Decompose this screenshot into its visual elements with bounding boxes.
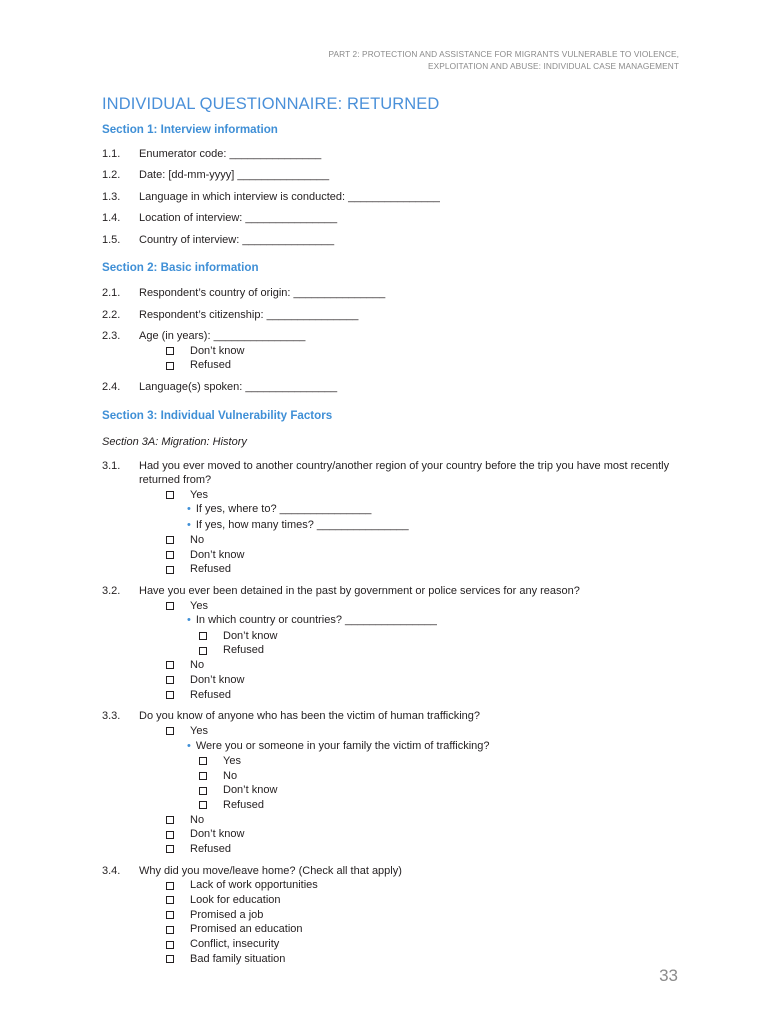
question-number: 3.4. [102, 864, 121, 877]
section-3-title: Section 3: Individual Vulnerability Factors [102, 408, 333, 422]
running-header-line-1: PART 2: PROTECTION AND ASSISTANCE FOR MIGRANTS VULNERABLE TO VIOLENCE, [328, 49, 679, 59]
option-label: Yes [190, 488, 208, 501]
question-number: 3.3. [102, 710, 121, 723]
follow-up-text: If yes, how many times? _______________ [195, 518, 409, 531]
option-label: Refused [190, 359, 231, 372]
page-title: INDIVIDUAL QUESTIONNAIRE: RETURNED [102, 95, 440, 113]
sub-option-dont-know[interactable] [102, 629, 692, 644]
question-2-4 [102, 380, 692, 395]
question-text[interactable]: Enumerator code: _______________ [139, 148, 322, 160]
option-look-for-education[interactable] [102, 893, 692, 908]
option-refused[interactable] [102, 842, 692, 857]
option-bad-family-situation[interactable] [102, 952, 692, 967]
question-1-2 [102, 168, 692, 183]
option-yes[interactable] [102, 724, 692, 739]
option-label: No [223, 769, 238, 782]
option-label: Promised an education [190, 923, 303, 936]
question-2-1 [102, 286, 692, 301]
question-text[interactable]: Country of interview: _______________ [139, 233, 335, 246]
bullet-icon: • [187, 739, 191, 752]
option-label: Lack of work opportunities [190, 879, 318, 892]
option-promised-job[interactable] [102, 908, 692, 923]
checkbox[interactable] [166, 551, 174, 559]
checkbox[interactable] [166, 896, 174, 904]
option-dont-know[interactable] [102, 548, 692, 563]
checkbox[interactable] [199, 801, 207, 809]
checkbox[interactable] [166, 727, 174, 735]
checkbox[interactable] [166, 941, 174, 949]
option-no[interactable] [102, 813, 692, 828]
option-lack-of-work[interactable] [102, 878, 692, 893]
question-1-1 [102, 147, 692, 162]
option-dont-know[interactable] [102, 673, 692, 688]
option-label: Look for education [190, 894, 281, 907]
sub-option-no[interactable] [102, 769, 692, 784]
question-3-1 [102, 459, 692, 488]
question-number: 1.1. [102, 148, 121, 160]
checkbox[interactable] [199, 772, 207, 780]
question-number: 2.2. [102, 308, 121, 321]
question-text[interactable]: Language in which interview is conducted: _______________ [139, 190, 440, 203]
follow-up-text: In which country or countries? _______________ [195, 614, 437, 627]
running-header [259, 48, 679, 72]
option-label: Yes [190, 724, 208, 737]
section-3a-title: Section 3A: Migration: History [102, 435, 247, 448]
question-text[interactable]: Respondent’s citizenship: _______________ [139, 308, 359, 321]
option-dont-know[interactable] [102, 344, 692, 359]
option-dont-know[interactable] [102, 827, 692, 842]
question-text[interactable]: Language(s) spoken: _______________ [139, 380, 338, 393]
question-text: Why did you move/leave home? (Check all that apply) [139, 864, 402, 877]
checkbox[interactable] [166, 882, 174, 890]
option-label: Don’t know [190, 673, 245, 686]
question-number: 3.1. [102, 459, 121, 472]
option-yes[interactable] [102, 599, 692, 614]
option-label: Refused [223, 798, 264, 811]
checkbox[interactable] [166, 691, 174, 699]
checkbox[interactable] [166, 676, 174, 684]
sub-option-refused[interactable] [102, 798, 692, 813]
section-2-title: Section 2: Basic information [102, 261, 259, 275]
question-number: 1.3. [102, 190, 121, 203]
checkbox[interactable] [166, 491, 174, 499]
option-label: Refused [223, 644, 264, 657]
checkbox[interactable] [166, 362, 174, 370]
checkbox[interactable] [166, 536, 174, 544]
question-text: Had you ever moved to another country/another region of your country before the trip you have most recently returned from? [139, 459, 670, 487]
question-number: 3.2. [102, 585, 121, 598]
question-3-2 [102, 584, 692, 599]
follow-up-victim [102, 739, 692, 754]
question-text[interactable]: Location of interview: _______________ [139, 212, 338, 225]
sub-option-dont-know[interactable] [102, 783, 692, 798]
option-label: Refused [190, 688, 231, 701]
option-label: Don’t know [223, 629, 278, 642]
sub-option-yes[interactable] [102, 754, 692, 769]
checkbox[interactable] [166, 831, 174, 839]
option-label: No [190, 813, 205, 826]
question-2-3 [102, 329, 692, 344]
checkbox[interactable] [166, 661, 174, 669]
option-label: Promised a job [190, 908, 264, 921]
follow-up-text: If yes, where to? _______________ [195, 503, 372, 516]
option-no[interactable] [102, 533, 692, 548]
option-promised-education[interactable] [102, 922, 692, 937]
question-number: 1.4. [102, 212, 121, 225]
question-1-3 [102, 190, 692, 205]
checkbox[interactable] [166, 955, 174, 963]
option-label: Refused [190, 843, 231, 856]
checkbox[interactable] [166, 347, 174, 355]
running-header-line-2: EXPLOITATION AND ABUSE: INDIVIDUAL CASE MANAGEMENT [427, 61, 679, 71]
checkbox[interactable] [199, 757, 207, 765]
question-number: 2.3. [102, 329, 121, 342]
question-text: Have you ever been detained in the past by government or police services for any reason? [139, 585, 580, 598]
option-yes[interactable] [102, 488, 692, 503]
follow-up-where[interactable] [102, 502, 692, 517]
option-conflict-insecurity[interactable] [102, 937, 692, 952]
section-1-title: Section 1: Interview information [102, 123, 278, 136]
checkbox[interactable] [199, 632, 207, 640]
option-label: No [190, 534, 205, 547]
question-3-3 [102, 709, 692, 724]
option-refused[interactable] [102, 358, 692, 373]
option-label: Yes [223, 754, 241, 767]
question-number: 1.5. [102, 233, 121, 246]
option-label: No [190, 659, 205, 672]
question-1-5 [102, 233, 692, 248]
checkbox[interactable] [166, 602, 174, 610]
bullet-icon: • [187, 614, 191, 627]
question-text: Do you know of anyone who has been the victim of human trafficking? [139, 710, 480, 723]
question-number: 1.2. [102, 169, 121, 182]
question-number: 2.4. [102, 380, 121, 393]
checkbox[interactable] [166, 816, 174, 824]
option-label: Don’t know [190, 548, 245, 561]
option-refused[interactable] [102, 562, 692, 577]
option-refused[interactable] [102, 688, 692, 703]
page-number: 33 [659, 966, 678, 985]
checkbox[interactable] [199, 647, 207, 655]
checkbox[interactable] [199, 787, 207, 795]
option-label: Don’t know [223, 784, 278, 797]
sub-option-refused[interactable] [102, 643, 692, 658]
checkbox[interactable] [166, 566, 174, 574]
option-label: Conflict, insecurity [190, 938, 280, 951]
checkbox[interactable] [166, 926, 174, 934]
option-label: Yes [190, 599, 208, 612]
option-label: Refused [190, 563, 231, 576]
question-3-4 [102, 864, 692, 879]
question-text[interactable]: Age (in years): _______________ [139, 329, 306, 342]
follow-up-how-many[interactable] [102, 518, 692, 533]
question-2-2 [102, 308, 692, 323]
bullet-icon: • [187, 518, 191, 531]
question-number: 2.1. [102, 287, 121, 300]
checkbox[interactable] [166, 911, 174, 919]
follow-up-text: Were you or someone in your family the victim of trafficking? [195, 739, 490, 752]
bullet-icon: • [187, 503, 191, 516]
question-text[interactable]: Respondent’s country of origin: _______________ [139, 287, 386, 300]
checkbox[interactable] [166, 845, 174, 853]
follow-up-which-country[interactable] [102, 613, 692, 628]
question-text[interactable]: Date: [dd-mm-yyyy] _______________ [139, 169, 330, 182]
question-1-4 [102, 211, 692, 226]
questionnaire-content [102, 93, 692, 967]
option-label: Don’t know [190, 344, 245, 357]
option-label: Bad family situation [190, 952, 286, 965]
option-no[interactable] [102, 658, 692, 673]
option-label: Don’t know [190, 828, 245, 841]
